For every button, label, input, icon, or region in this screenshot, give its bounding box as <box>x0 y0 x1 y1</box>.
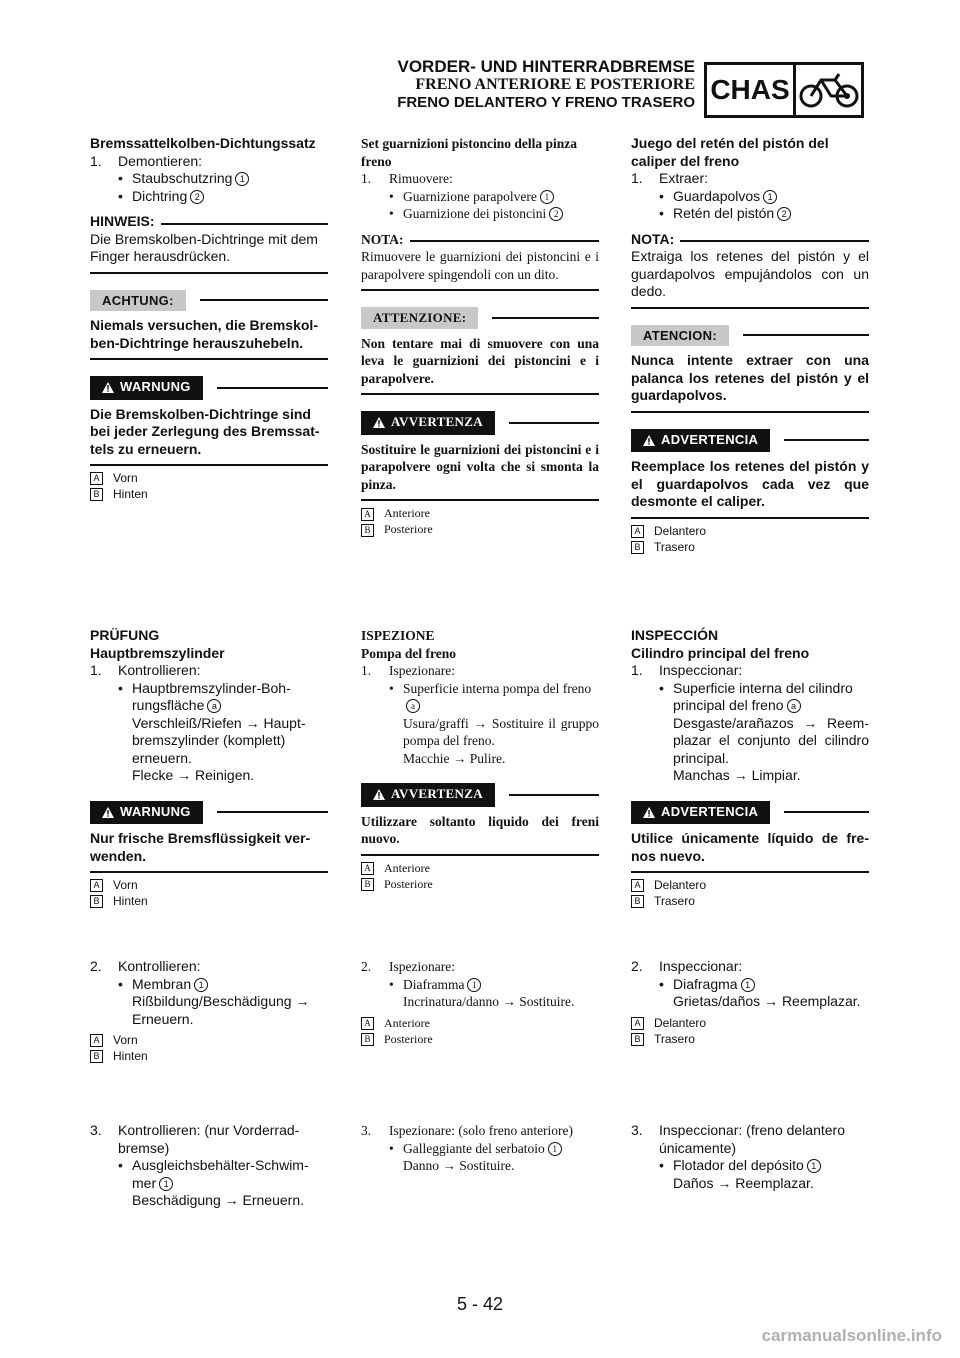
section-subtitle: Pompa del freno <box>361 645 456 661</box>
warning-text: Nur frische Bremsflüssigkeit ver-wenden. <box>90 830 328 873</box>
column-spanish-step3: 3. Inspeccionar: (freno delantero únicamente) • Flotador del depósito 1 Daños → Reemplazar. <box>631 1122 869 1192</box>
caution-text: Niemals versuchen, die Bremskol-ben-Dichtringe herauszuhebeln. <box>90 317 328 360</box>
page-number: 5 - 42 <box>456 1294 504 1314</box>
step: 3. Ispezionare: (solo freno anteriore) <box>361 1123 574 1138</box>
warning-icon <box>643 805 655 823</box>
step: 1. Demontieren: <box>90 152 203 169</box>
callout-2: 2 <box>549 207 563 221</box>
column-italian-step3: 3. Ispezionare: (solo freno anteriore) • Galleggiante del serbatoio 1 Danno → Sostituire. <box>361 1122 599 1175</box>
step: 2. Inspeccionar: <box>631 958 743 974</box>
step: 1. Ispezionare: <box>361 663 455 678</box>
caution-heading: ATENCION: <box>631 325 869 347</box>
warning-heading: AVVERTENZA <box>361 411 599 435</box>
list-item: • Galleggiante del serbatoio 1 <box>361 1140 599 1158</box>
column-spanish-inspection: INSPECCIÓN Cilindro principal del freno 1. Inspeccionar: • Superficie interna del cilindro principal del freno a Desgaste/arañazos → Reem-plazar el conjunto del cilindro principal. Manchas → Limpiar. ADVERTENCIA Utilice únicamente líquido de fre-nos nuevo. A Delantero B Trasero <box>631 627 869 908</box>
column-italian <box>361 135 599 537</box>
legend: A Delantero B Trasero <box>631 1015 869 1047</box>
step: 3. Kontrollieren: (nur Vorderrad-bremse) <box>90 1122 300 1156</box>
motorcycle-icon <box>796 65 861 115</box>
warning-heading: ADVERTENCIA <box>631 801 869 825</box>
caution-text: Nunca intente extraer con una palanca los retenes del pistón y el guardapolvos. <box>631 352 869 413</box>
warning-heading: WARNUNG <box>90 376 328 400</box>
warning-text: Reemplace los retenes del pistón y el guardapolvos cada vez que desmonte el caliper. <box>631 458 869 519</box>
caution-text: Non tentare mai di smuovere con una leva le guarnizioni dei pistoncini e i parapolvere. <box>361 335 599 396</box>
step: 2. Kontrollieren: <box>90 958 201 974</box>
section-title: INSPECCIÓN <box>631 627 719 643</box>
list-item: • Guarnizione dei pistoncini 2 <box>361 205 599 223</box>
note-heading: NOTA: <box>361 231 599 249</box>
column-spanish-step2: 2. Inspeccionar: • Diafragma 1 Grietas/daños → Reemplazar. A Delantero B Trasero <box>631 958 869 1047</box>
list-item: • Superficie interna del cilindro principal del freno a <box>659 679 853 713</box>
callout-2: 2 <box>190 190 204 204</box>
section-badge <box>704 62 864 118</box>
caution-heading: ACHTUNG: <box>90 290 328 312</box>
header-title-de: VORDER- UND HINTERRADBREMSE <box>397 57 695 76</box>
warning-heading: WARNUNG <box>90 801 328 825</box>
warning-text: Utilice únicamente líquido de fre-nos nuevo. <box>631 830 869 873</box>
callout-a: a <box>207 699 221 713</box>
column-italian-inspection: ISPEZIONE Pompa del freno 1. Ispezionare: • Superficie interna pompa del frenoa Usura/graffi → Sostituire il gruppo pompa del freno. Macchie → Pulire. AVVERTENZA Utilizzare soltanto liquido dei freni nuovo. A Anteriore B Posteriore <box>361 628 599 891</box>
step: 1. Inspeccionar: <box>631 662 743 678</box>
legend: A Delantero B Trasero <box>631 523 869 555</box>
warning-icon <box>102 805 114 823</box>
section-title: Set guarnizioni pistoncino della pinza freno <box>361 136 578 169</box>
callout-1: 1 <box>763 190 777 204</box>
list-item: • Guarnizione parapolvere 1 <box>361 188 599 206</box>
legend: A Vorn B Hinten <box>90 1032 328 1064</box>
column-german-step2: 2. Kontrollieren: • Membran 1 Rißbildung/Beschädigung → Erneuern. A Vorn B Hinten <box>90 958 328 1064</box>
section-subtitle: Cilindro principal del freno <box>631 644 810 661</box>
column-german-step3: 3. Kontrollieren: (nur Vorderrad-bremse) • Ausgleichsbehälter-Schwim-mer 1 Beschädigung → Erneuern. <box>90 1122 328 1210</box>
page-header <box>397 58 695 112</box>
list-item: • Diaframma 1 <box>361 976 599 994</box>
callout-1: 1 <box>194 978 208 992</box>
note-text: Extraiga los retenes del pistón y el guardapolvos empujándolos con un dedo. <box>631 248 869 309</box>
note-heading: HINWEIS: <box>90 213 328 231</box>
column-german <box>90 135 328 502</box>
list-item: • Ausgleichsbehälter-Schwim-mer 1 <box>118 1157 309 1191</box>
callout-1: 1 <box>807 1159 821 1173</box>
legend: A Vorn B Hinten <box>90 877 328 909</box>
callout-1: 1 <box>467 978 481 992</box>
callout-2: 2 <box>777 207 791 221</box>
callout-a: a <box>406 699 420 713</box>
section-title: Bremssattelkolben-Dichtungssatz <box>90 135 316 151</box>
list-item: • Flotador del depósito 1 <box>631 1157 869 1175</box>
warning-text: Utilizzare soltanto liquido dei freni nuovo. <box>361 813 599 856</box>
step: 2. Ispezionare: <box>361 959 455 974</box>
warning-icon <box>102 380 114 398</box>
column-spanish <box>631 135 869 555</box>
warning-icon <box>373 415 385 433</box>
warning-text: Die Bremskolben-Dichtringe sind bei jeder Zerlegung des Bremssat-tels zu erneuern. <box>90 406 328 467</box>
column-italian-step2: 2. Ispezionare: • Diaframma 1 Incrinatura/danno → Sostituire. A Anteriore B Posteriore <box>361 958 599 1047</box>
list-item: • Hauptbremszylinder-Boh-rungsfläche a <box>118 679 291 713</box>
list-item: • Superficie interna pompa del frenoa <box>389 680 592 711</box>
section-badge-label: CHAS <box>707 65 796 115</box>
section-subtitle: Hauptbremszylinder <box>90 644 225 661</box>
note-text: Die Bremskolben-Dichtringe mit dem Finger herausdrücken. <box>90 231 328 274</box>
step: 1. Extraer: <box>631 170 709 186</box>
warning-heading: AVVERTENZA <box>361 783 599 807</box>
step: 3. Inspeccionar: (freno delantero únicamente) <box>631 1122 845 1156</box>
list-item: • Guardapolvos 1 <box>631 188 869 206</box>
callout-a: a <box>787 699 801 713</box>
callout-1: 1 <box>741 978 755 992</box>
callout-1: 1 <box>159 1177 173 1191</box>
legend: A Anteriore B Posteriore <box>361 505 599 537</box>
legend: A Vorn B Hinten <box>90 470 328 502</box>
warning-heading: ADVERTENCIA <box>631 429 869 453</box>
note-heading: NOTA: <box>631 231 869 249</box>
callout-1: 1 <box>548 1142 562 1156</box>
step: 1. Kontrollieren: <box>90 662 201 678</box>
caution-heading: ATTENZIONE: <box>361 307 599 329</box>
section-title: ISPEZIONE <box>361 628 435 643</box>
watermark: carmanualsonline.info <box>761 1326 942 1345</box>
list-item: • Dichtring 2 <box>90 188 328 206</box>
section-title: Juego del retén del pistón del caliper del freno <box>631 135 829 169</box>
callout-1: 1 <box>235 172 249 186</box>
warning-icon <box>373 787 385 805</box>
legend: A Anteriore B Posteriore <box>361 1015 599 1047</box>
note-text: Rimuovere le guarnizioni dei pistoncini e i parapolvere spingendoli con un dito. <box>361 248 599 291</box>
list-item: • Diafragma 1 <box>631 976 869 994</box>
warning-text: Sostituire le guarnizioni dei pistoncini e i parapolvere ogni volta che si smonta la pinza. <box>361 441 599 502</box>
column-german-inspection: PRÜFUNG Hauptbremszylinder 1. Kontrollieren: • Hauptbremszylinder-Boh-rungsfläche a Verschleiß/Riefen → Haupt-bremszylinder (komplett) erneuern. Flecke → Reinigen. WARNUNG Nur frische Bremsflüssigkeit ver-wenden. A Vorn B Hinten <box>90 627 328 909</box>
list-item: • Retén del pistón 2 <box>631 205 869 223</box>
list-item: • Membran 1 <box>90 976 328 994</box>
section-title: PRÜFUNG <box>90 627 160 643</box>
header-title-it: FRENO ANTERIORE E POSTERIORE <box>415 76 695 93</box>
legend: A Delantero B Trasero <box>631 877 869 909</box>
step: 1. Rimuovere: <box>361 171 453 186</box>
header-title-es: FRENO DELANTERO Y FRENO TRASERO <box>397 94 695 111</box>
list-item: • Staubschutzring 1 <box>90 170 328 188</box>
legend: A Anteriore B Posteriore <box>361 860 599 892</box>
warning-icon <box>643 433 655 451</box>
callout-1: 1 <box>540 190 554 204</box>
